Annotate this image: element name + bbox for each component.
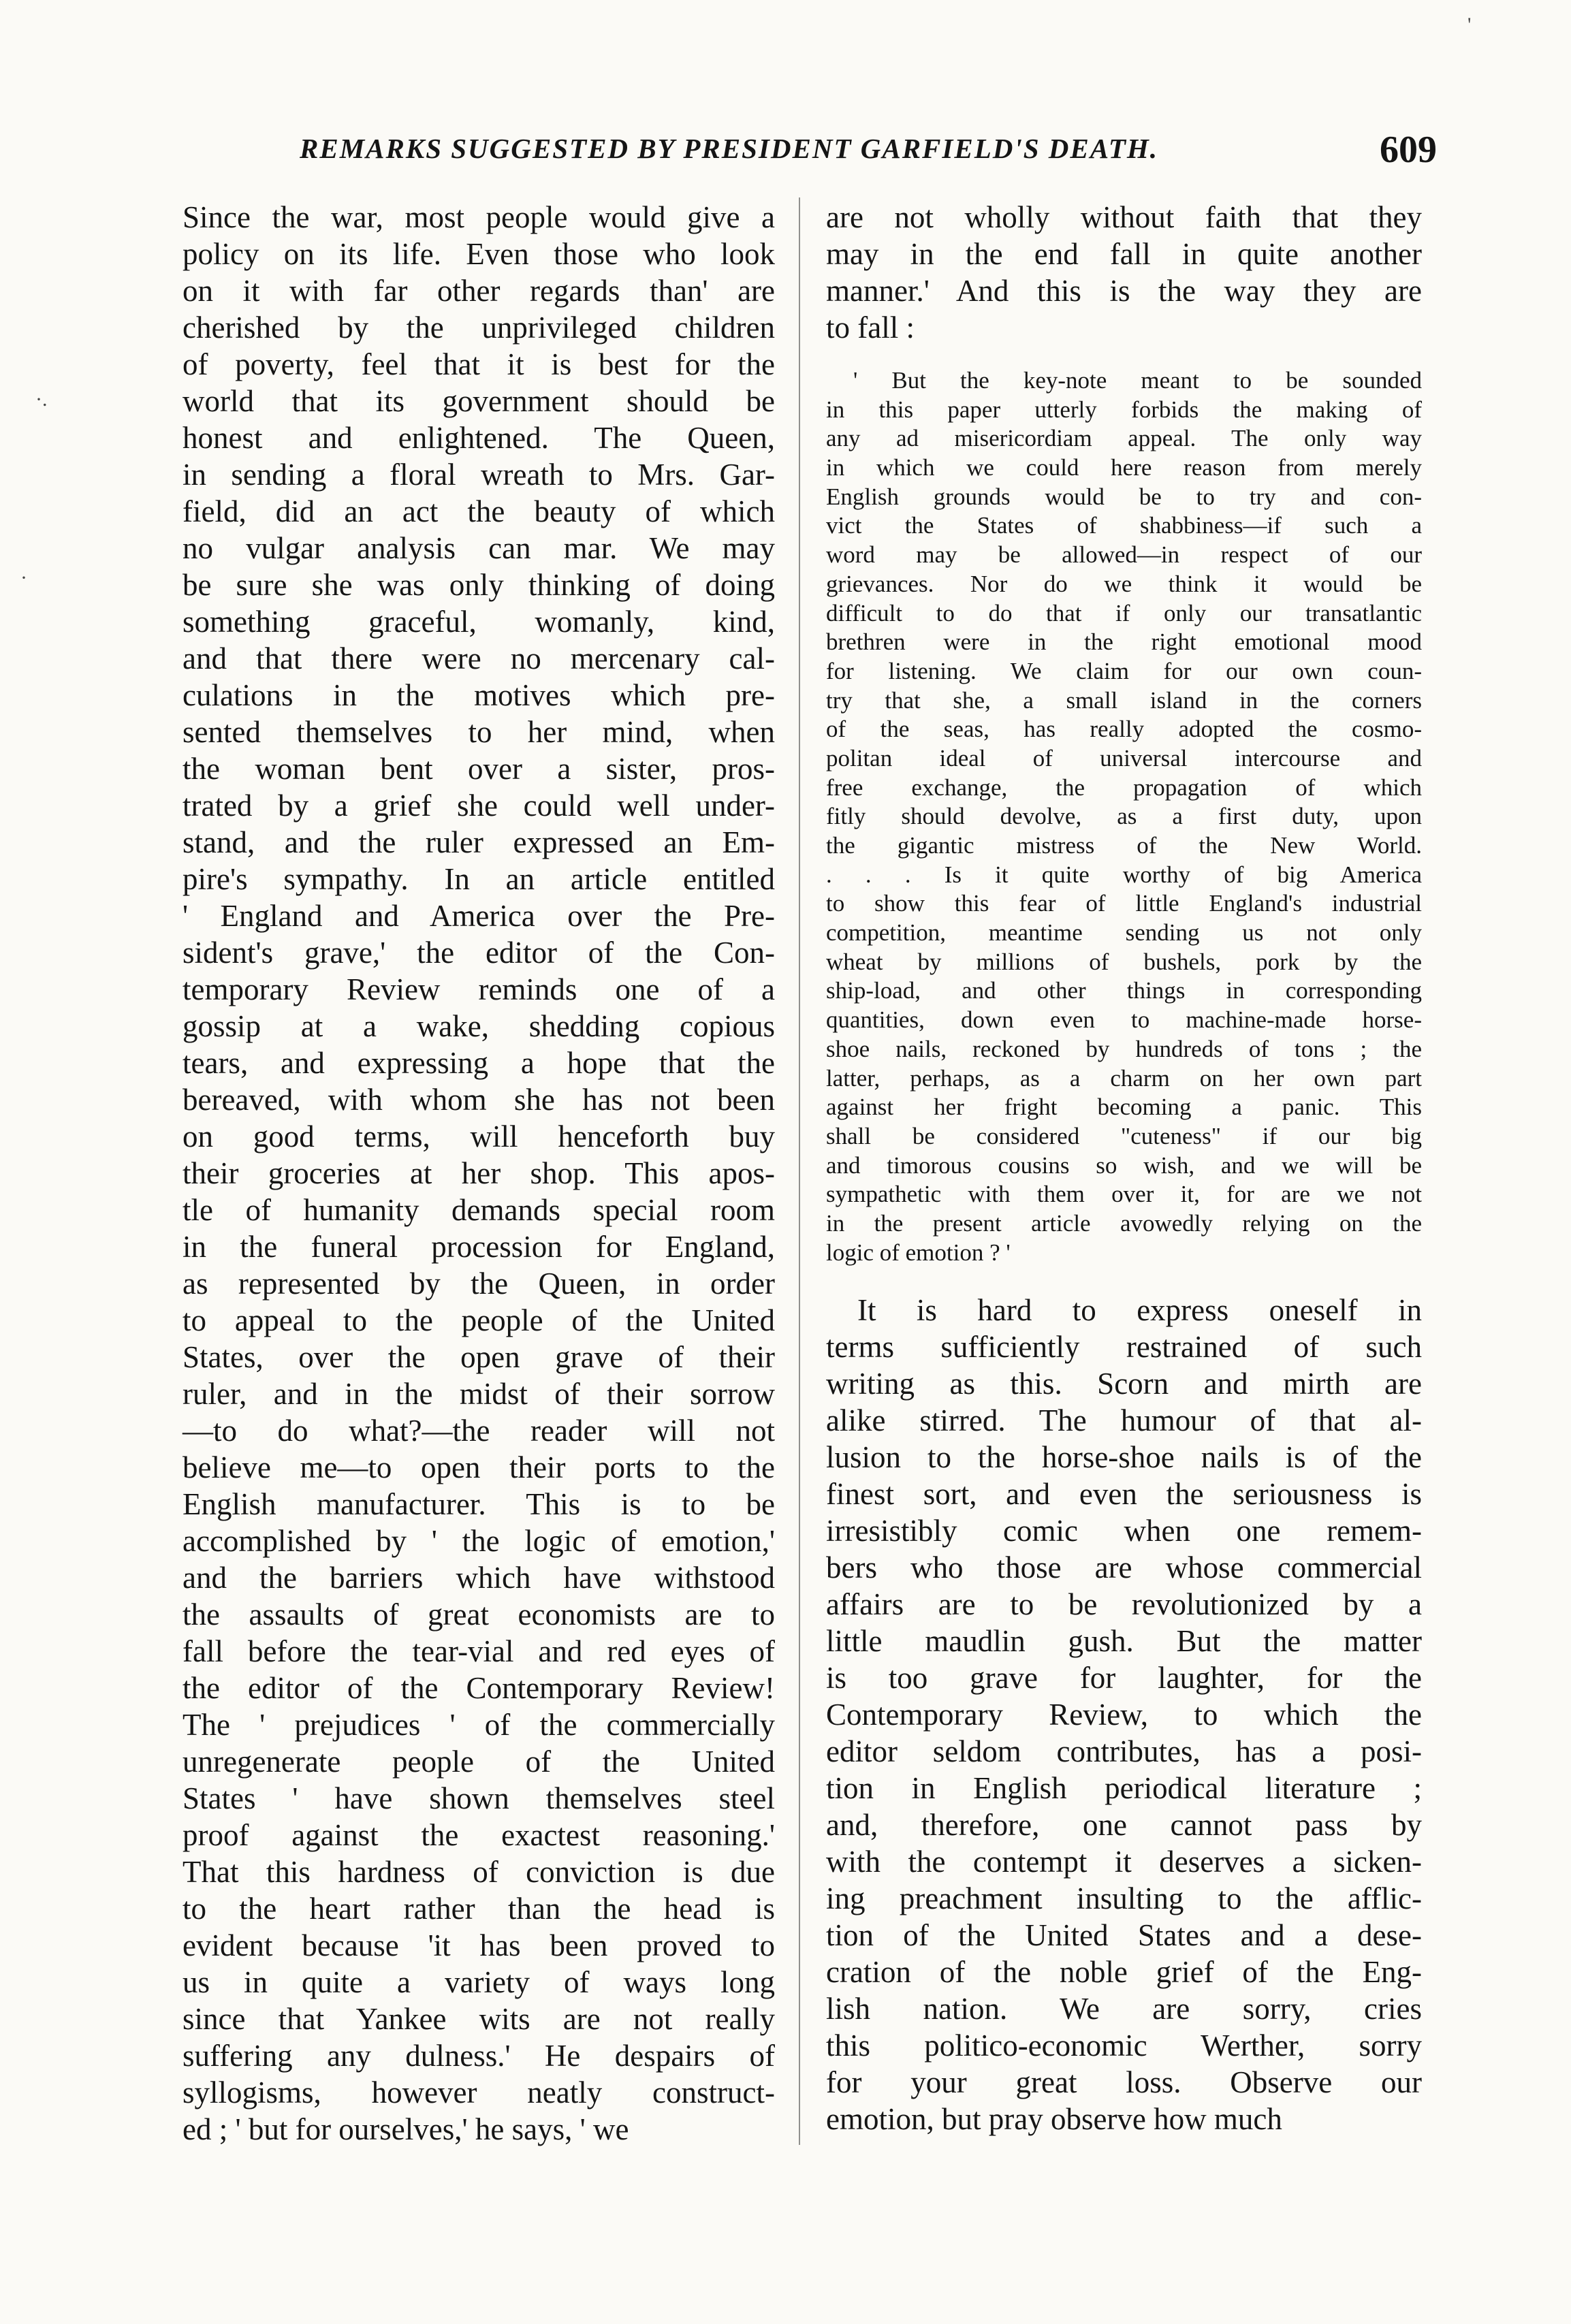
text-line: ' But the key-note meant to be sounded xyxy=(853,367,1422,394)
right-column-paragraph xyxy=(826,1292,1422,2137)
text-line: cration of the noble grief of the Eng- xyxy=(826,1955,1422,1990)
text-line: irresistibly comic when one remem- xyxy=(826,1514,1422,1548)
text-line: . . . Is it quite worthy of big America xyxy=(826,861,1422,888)
text-line: tion in English periodical literature ; xyxy=(826,1771,1422,1806)
text-line: ship-load, and other things in corresponding xyxy=(826,977,1422,1004)
column-divider xyxy=(799,197,800,2145)
text-line: proof against the exactest reasoning.' xyxy=(183,1818,775,1852)
text-line: something graceful, womanly, kind, xyxy=(183,605,775,639)
text-line: bereaved, with whom she has not been xyxy=(183,1083,775,1117)
text-line: for listening. We claim for our own coun- xyxy=(826,657,1422,684)
text-line: —to do what?—the reader will not xyxy=(183,1414,775,1448)
text-line: and, therefore, one cannot pass by xyxy=(826,1808,1422,1843)
running-header xyxy=(300,128,1437,176)
text-line: ing preachment insulting to the afflic- xyxy=(826,1881,1422,1916)
text-line: to show this fear of little England's industrial xyxy=(826,890,1422,917)
text-line: States, over the open grave of their xyxy=(183,1340,775,1374)
text-line: with the contempt it deserves a sicken- xyxy=(826,1845,1422,1879)
text-line: stand, and the ruler expressed an Em- xyxy=(183,825,775,859)
text-line: gossip at a wake, shedding copious xyxy=(183,1009,775,1043)
text-line: fall before the tear-vial and red eyes of xyxy=(183,1634,775,1668)
margin-mark: ' xyxy=(1467,14,1472,36)
right-column xyxy=(826,199,1422,2137)
text-line: unregenerate people of the United xyxy=(183,1745,775,1779)
text-line: temporary Review reminds one of a xyxy=(183,972,775,1006)
text-line: States ' have shown themselves steel xyxy=(183,1781,775,1815)
text-line: ruler, and in the midst of their sorrow xyxy=(183,1377,775,1411)
margin-mark: ·. xyxy=(35,388,48,411)
text-line: be sure she was only thinking of doing xyxy=(183,568,775,602)
text-line: writing as this. Scorn and mirth are xyxy=(826,1367,1422,1401)
text-line: their groceries at her shop. This apos- xyxy=(183,1156,775,1190)
block-quote xyxy=(826,366,1422,1267)
text-line: terms sufficiently restrained of such xyxy=(826,1330,1422,1365)
text-line: The ' prejudices ' of the commercially xyxy=(183,1708,775,1742)
text-line: no vulgar analysis can mar. We may xyxy=(183,531,775,565)
right-column-intro xyxy=(826,199,1422,346)
text-line: to the heart rather than the head is xyxy=(183,1892,775,1926)
text-line: tle of humanity demands special room xyxy=(183,1193,775,1227)
text-line: word may be allowed—in respect of our xyxy=(826,541,1422,569)
left-column xyxy=(183,199,775,2148)
text-line: shall be considered "cuteness" if our big xyxy=(826,1122,1422,1149)
text-line: trated by a grief she could well under- xyxy=(183,789,775,823)
text-line: try that she, a small island in the corners xyxy=(826,686,1422,714)
text-line: to appeal to the people of the United xyxy=(183,1303,775,1337)
text-line: lish nation. We are sorry, cries xyxy=(826,1992,1422,2026)
text-line: grievances. Nor do we think it would be xyxy=(826,570,1422,597)
text-line: in this paper utterly forbids the making of xyxy=(826,396,1422,423)
text-line: politan ideal of universal intercourse and xyxy=(826,744,1422,771)
text-line: shoe nails, reckoned by hundreds of tons ; the xyxy=(826,1035,1422,1062)
text-line: in the present article avowedly relying on the xyxy=(826,1209,1422,1237)
text-line: the gigantic mistress of the New World. xyxy=(826,832,1422,859)
text-line: and the barriers which have withstood xyxy=(183,1561,775,1595)
text-line: latter, perhaps, as a charm on her own part xyxy=(826,1064,1422,1092)
text-line: believe me—to open their ports to the xyxy=(183,1450,775,1484)
text-line: on good terms, will henceforth buy xyxy=(183,1119,775,1153)
text-line: finest sort, and even the seriousness is xyxy=(826,1477,1422,1512)
text-line: is too grave for laughter, for the xyxy=(826,1661,1422,1696)
text-line: sented themselves to her mind, when xyxy=(183,715,775,749)
text-line: may in the end fall in quite another xyxy=(826,237,1422,271)
text-line: tears, and expressing a hope that the xyxy=(183,1046,775,1080)
text-line: English grounds would be to try and con- xyxy=(826,483,1422,510)
text-line: any ad misericordiam appeal. The only way xyxy=(826,425,1422,452)
text-line: on it with far other regards than' are xyxy=(183,274,775,308)
text-line: bers who those are whose commercial xyxy=(826,1550,1422,1585)
text-line: manner.' And this is the way they are xyxy=(826,274,1422,308)
text-line: Contemporary Review, to which the xyxy=(826,1698,1422,1732)
margin-mark: · xyxy=(20,567,27,589)
text-line: cherished by the unprivileged children xyxy=(183,311,775,345)
text-line: emotion, but pray observe how much xyxy=(826,2102,1282,2137)
text-line: to fall : xyxy=(826,311,915,345)
text-line: sident's grave,' the editor of the Con- xyxy=(183,936,775,970)
text-line: field, did an act the beauty of which xyxy=(183,494,775,528)
text-line: this politico-economic Werther, sorry xyxy=(826,2028,1422,2063)
text-line: alike stirred. The humour of that al- xyxy=(826,1403,1422,1438)
text-line: accomplished by ' the logic of emotion,' xyxy=(183,1524,775,1558)
text-line: little maudlin gush. But the matter xyxy=(826,1624,1422,1659)
text-line: in sending a floral wreath to Mrs. Gar- xyxy=(183,458,775,492)
text-line: That this hardness of conviction is due xyxy=(183,1855,775,1889)
text-line: lusion to the horse-shoe nails is of the xyxy=(826,1440,1422,1475)
text-line: editor seldom contributes, has a posi- xyxy=(826,1734,1422,1769)
text-line: It is hard to express oneself in xyxy=(857,1293,1422,1328)
text-line: English manufacturer. This is to be xyxy=(183,1487,775,1521)
text-line: are not wholly without faith that they xyxy=(826,200,1422,234)
text-line: difficult to do that if only our transatlantic xyxy=(826,599,1422,626)
text-line: wheat by millions of bushels, pork by the xyxy=(826,948,1422,975)
page-number: 609 xyxy=(1380,129,1437,171)
text-line: honest and enlightened. The Queen, xyxy=(183,421,775,455)
text-line: of poverty, feel that it is best for the xyxy=(183,347,775,381)
text-line: syllogisms, however neatly construct- xyxy=(183,2075,775,2110)
text-line: since that Yankee wits are not really xyxy=(183,2002,775,2036)
text-line: the woman bent over a sister, pros- xyxy=(183,752,775,786)
text-line: free exchange, the propagation of which xyxy=(826,774,1422,801)
text-line: pire's sympathy. In an article entitled xyxy=(183,862,775,896)
text-line: policy on its life. Even those who look xyxy=(183,237,775,271)
text-line: sympathetic with them over it, for are we not xyxy=(826,1181,1422,1208)
text-line: world that its government should be xyxy=(183,384,775,418)
text-line: competition, meantime sending us not only xyxy=(826,919,1422,946)
text-line: evident because 'it has been proved to xyxy=(183,1928,775,1962)
text-line: and timorous cousins so wish, and we will be xyxy=(826,1151,1422,1179)
text-line: culations in the motives which pre- xyxy=(183,678,775,712)
text-line: vict the States of shabbiness—if such a xyxy=(826,512,1422,539)
text-line: for your great loss. Observe our xyxy=(826,2065,1422,2100)
text-line: the assaults of great economists are to xyxy=(183,1597,775,1631)
text-line: tion of the United States and a dese- xyxy=(826,1918,1422,1953)
text-line: ed ; ' but for ourselves,' he says, ' we xyxy=(183,2112,629,2146)
text-line: ' England and America over the Pre- xyxy=(183,899,775,933)
running-title: REMARKS SUGGESTED BY PRESIDENT GARFIELD'S DEATH. xyxy=(300,133,1159,164)
text-line: against her fright becoming a panic. This xyxy=(826,1094,1422,1121)
text-line: suffering any dulness.' He despairs of xyxy=(183,2039,775,2073)
text-line: affairs are to be revolutionized by a xyxy=(826,1587,1422,1622)
text-line: quantities, down even to machine-made horse- xyxy=(826,1006,1422,1034)
text-line: in which we could here reason from merely xyxy=(826,454,1422,481)
text-line: fitly should devolve, as a first duty, upon xyxy=(826,803,1422,830)
text-line: Since the war, most people would give a xyxy=(183,200,775,234)
text-line: logic of emotion ? ' xyxy=(826,1239,1011,1266)
text-line: of the seas, has really adopted the cosmo- xyxy=(826,716,1422,743)
text-line: us in quite a variety of ways long xyxy=(183,1965,775,1999)
text-line: the editor of the Contemporary Review! xyxy=(183,1671,775,1705)
text-line: in the funeral procession for England, xyxy=(183,1230,775,1264)
text-line: as represented by the Queen, in order xyxy=(183,1267,775,1301)
text-line: brethren were in the right emotional mood xyxy=(826,628,1422,656)
text-line: and that there were no mercenary cal- xyxy=(183,641,775,675)
